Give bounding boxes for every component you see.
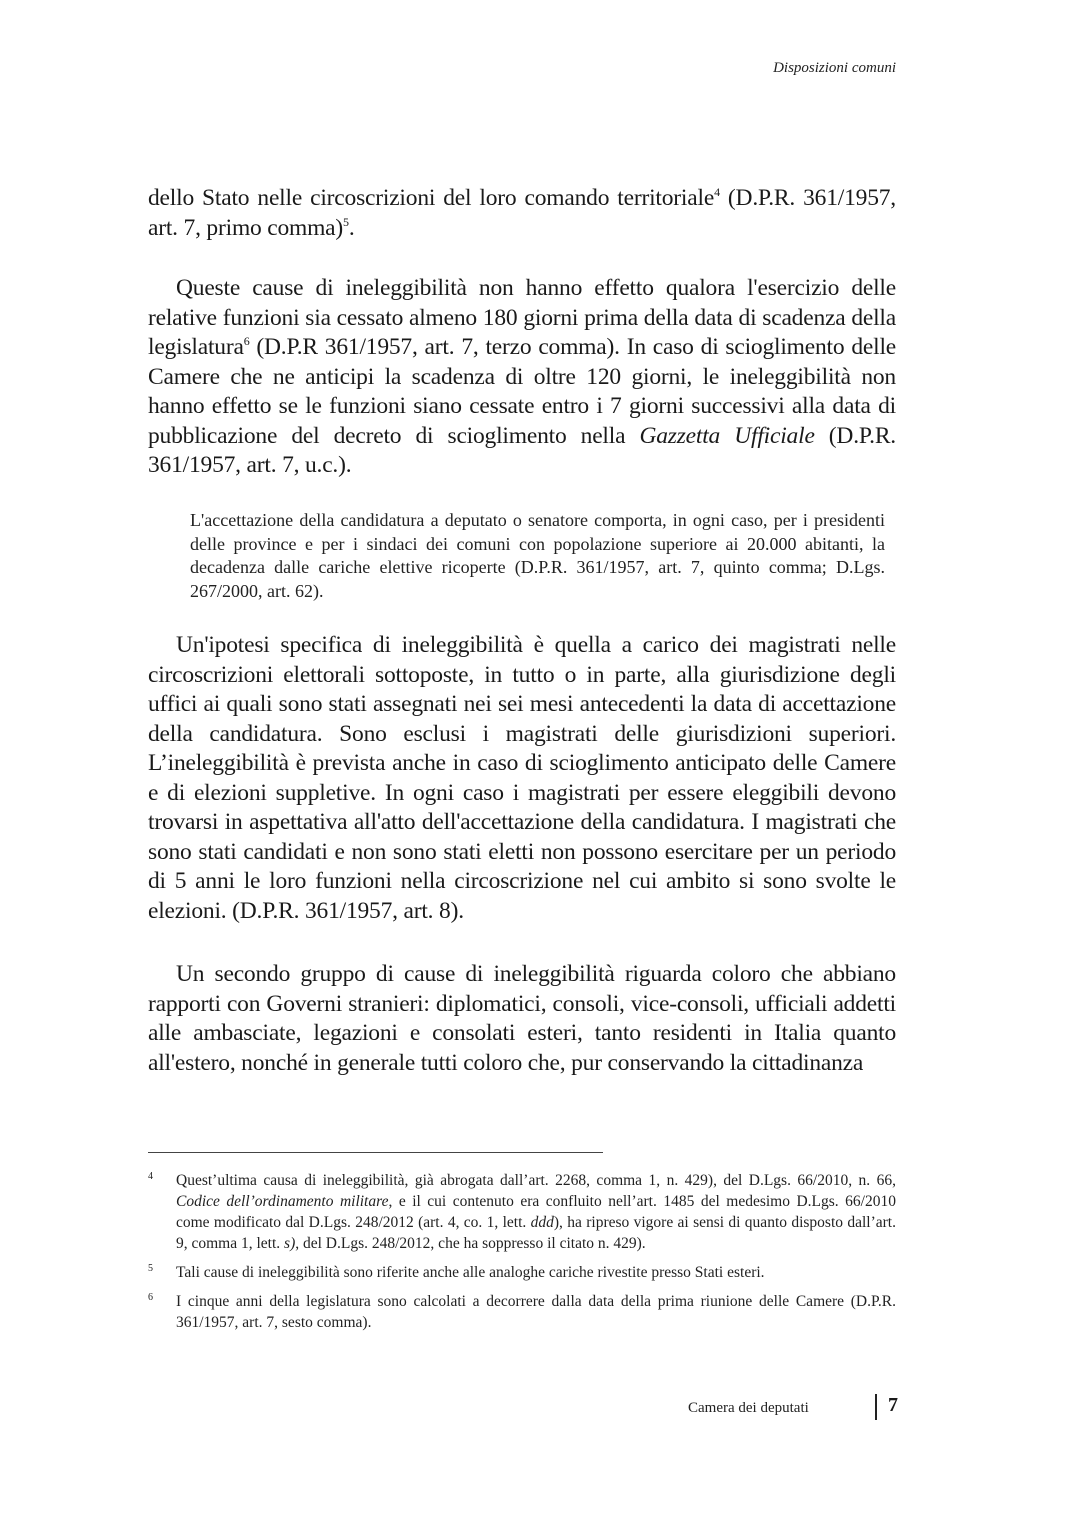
paragraph-text: Un'ipotesi specifica di ineleggibilità è quella a carico dei magistrati nelle circoscrizioni elettorali sottoposte, in tutto o in parte, alla giurisdizione degli uffici ai quali sono stati assegnati nei sei mesi antecedenti la data di accettazione della candidatura. Sono esclusi i magistrati delle giurisdizioni superiori. L’ineleggibilità è prevista anche in caso di scioglimento anticipato delle Camere e di elezioni suppletive. In ogni caso i magistrati per essere eleggibili devono trovarsi in aspettativa all'atto dell'accettazione della candidatura. I magistrati che sono stati candidati e non sono stati eletti non possono esercitare per un periodo di 5 anni le loro funzioni nella circoscrizione nel cui ambito si sono svolte le elezioni. (D.P.R. 361/1957, art. 8). (148, 632, 896, 924)
footnote-italic: ddd (530, 1214, 554, 1231)
footnote-italic: s) (284, 1235, 296, 1252)
page-footer (688, 1394, 908, 1430)
paragraph-text: (D.P.R. 361/1957, art. 7, primo comma) (148, 185, 896, 241)
paragraph-text: . (348, 214, 355, 241)
footnote-text: Tali cause di ineleggibilità sono riferite anche alle analoghe cariche rivestite presso Stati esteri. (176, 1264, 765, 1281)
footnotes-section (148, 1170, 896, 1341)
footnote-6 (148, 1291, 896, 1333)
paragraph-text: Queste cause di ineleggibilità non hanno effetto qualora l'esercizio delle relative funzioni sia cessato almeno 180 giorni prima della data di scadenza della legislatura (148, 275, 896, 360)
paragraph-text: (D.P.R 361/1957, art. 7, terzo comma). In caso di scioglimento delle Camere che ne anticipi la scadenza di oltre 120 giorni, le ineleggibilità non hanno effetto se le funzioni siano cessate entro i 7 giorni successivi alla data di pubblicazione del decreto di scioglimento nella (148, 334, 896, 449)
footnote-text: ), ha ripreso vigore ai sensi di quanto disposto dall’art. 9, comma 1, lett. (176, 1214, 896, 1252)
footnote-italic: Codice dell’ordinamento militare (176, 1193, 389, 1210)
footnote-text: , del D.Lgs. 248/2012, che ha soppresso il citato n. 429). (295, 1235, 646, 1252)
footer-separator (875, 1394, 877, 1420)
footnote-text: I cinque anni della legislatura sono calcolati a decorrere dalla data della prima riunione delle Camere (D.P.R. 361/1957, art. 7, sesto comma). (176, 1293, 896, 1331)
footnote-text: Quest’ultima causa di ineleggibilità, già abrogata dall’art. 2268, comma 1, n. 429), del D.Lgs. 66/2010, n. 66, (176, 1172, 896, 1189)
footnote-4 (148, 1170, 896, 1254)
paragraph-eligibility-effect (148, 274, 896, 481)
footnote-5 (148, 1262, 896, 1283)
page-number: 7 (888, 1394, 898, 1416)
running-header-title: Disposizioni comuni (773, 60, 896, 76)
footnote-number: 5 (148, 1263, 153, 1274)
paragraph-foreign-governments (148, 960, 896, 1078)
footnote-ref-4[interactable]: 4 (714, 185, 720, 199)
footnote-text: , e il cui contenuto era confluito nell’art. 1485 del medesimo D.Lgs. 66/2010 come modificato dal D.Lgs. 248/2012 (art. 4, co. 1, lett. (176, 1193, 896, 1231)
footnote-number: 6 (148, 1292, 153, 1303)
footnote-divider (148, 1152, 603, 1153)
footnote-number: 4 (148, 1171, 153, 1182)
paragraph-text: dello Stato nelle circoscrizioni del loro comando territoriale (148, 185, 715, 211)
paragraph-magistrates (148, 631, 896, 926)
footnote-ref-5[interactable]: 5 (343, 214, 349, 229)
footnote-ref-6[interactable]: 6 (243, 334, 250, 348)
paragraph-text: Un secondo gruppo di cause di ineleggibilità riguarda coloro che abbiano rapporti con Governi stranieri: diplomatici, consoli, vice-consoli, ufficiali addetti alle ambasciate, legazioni e consolati esteri, tanto residenti in Italia quanto all'estero, nonché in generale tutti coloro che, pur conservando la cittadinanza (148, 961, 896, 1076)
paragraph-continuation (148, 184, 896, 243)
gazzetta-italic: Gazzetta Ufficiale (639, 422, 815, 449)
block-quote: L'accettazione della candidatura a deputato o senatore comporta, in ogni caso, per i presidenti delle province e per i sindaci dei comuni con popolazione superiore ai 20.000 abitanti, la decadenza dalle cariche elettive ricoperte (D.P.R. 361/1957, art. 7, quinto comma; D.Lgs. 267/2000, art. 62). (190, 510, 885, 601)
paragraph-text: (D.P.R. 361/1957, art. 7, u.c.). (148, 422, 896, 478)
publisher-label: Camera dei deputati (688, 1400, 809, 1416)
